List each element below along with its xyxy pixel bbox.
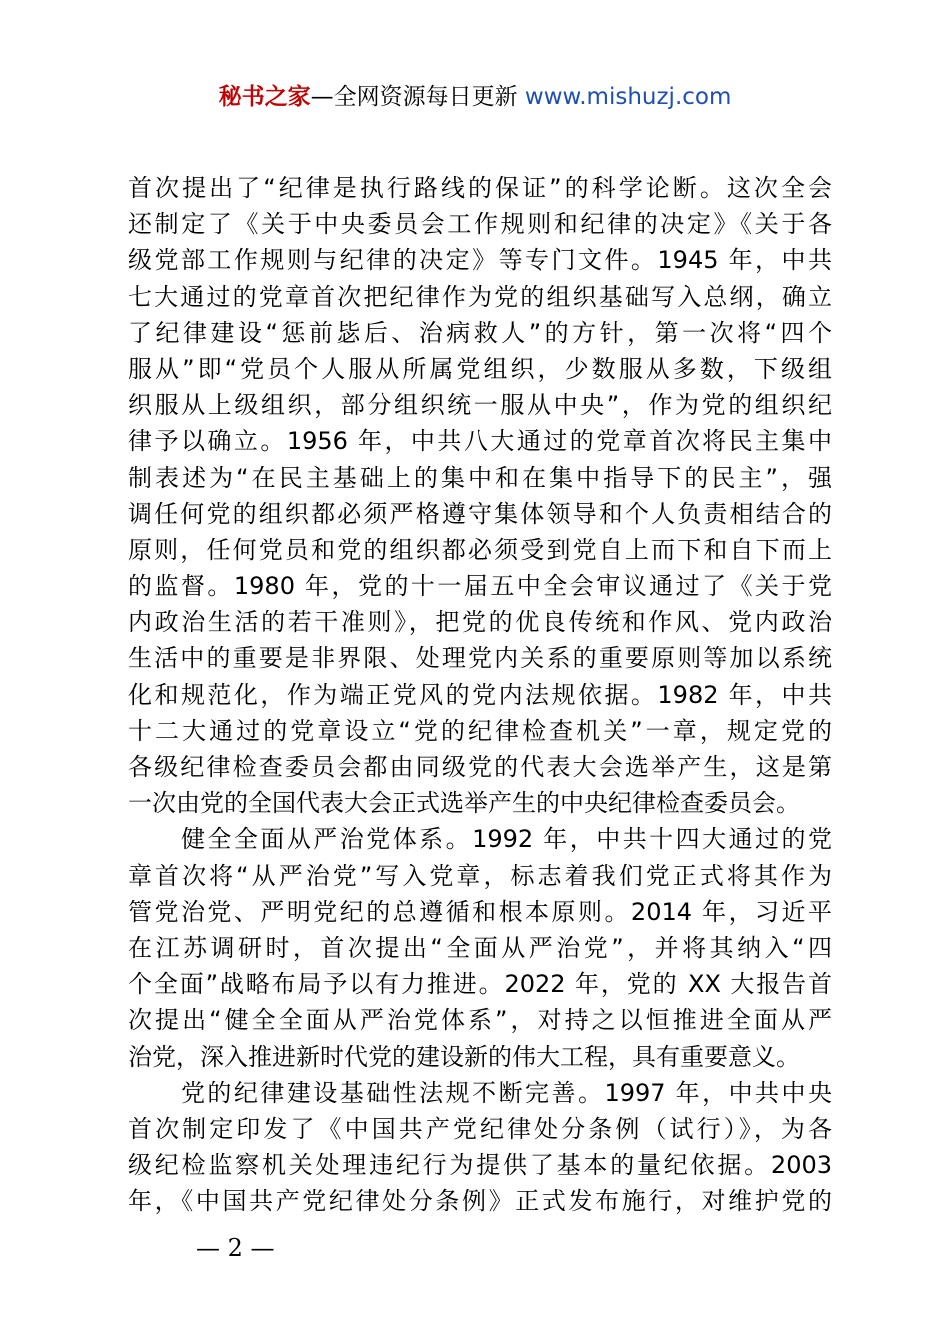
text-line: 党的纪律建设基础性法规不断完善。1997 年，中共中央	[128, 1078, 832, 1107]
site-tagline: —全网资源每日更新	[310, 84, 525, 110]
paragraph-2	[128, 821, 832, 1074]
text-line: 级党部工作规则与纪律的决定》等专门文件。1945 年，中共	[128, 246, 832, 275]
text-line: 章首次将“从严治党”写入党章，标志着我们党正式将其作为	[128, 861, 832, 890]
paragraph-1	[128, 170, 832, 821]
text-line: 次提出“健全全面从严治党体系”，对持之以恒推进全面从严	[128, 1006, 832, 1035]
paragraph-3	[128, 1075, 832, 1220]
text-line: 健全全面从严治党体系。1992 年，中共十四大通过的党	[128, 825, 832, 854]
text-line: 织服从上级组织，部分组织统一服从中央”，作为党的组织纪	[128, 391, 832, 420]
text-line: 级纪检监察机关处理违纪行为提供了基本的量纪依据。2003	[128, 1151, 832, 1180]
text-line: 律予以确立。1956 年，中共八大通过的党章首次将民主集中	[128, 427, 832, 456]
text-line: 一次由党的全国代表大会正式选举产生的中央纪律检查委员会。	[128, 789, 800, 818]
text-line: 的监督。1980 年，党的十一届五中全会审议通过了《关于党	[128, 572, 832, 601]
text-line: 个全面”战略布局予以有力推进。2022 年，党的 XX 大报告首	[128, 970, 832, 999]
text-line: 化和规范化，作为端正党风的党内法规依据。1982 年，中共	[128, 680, 832, 709]
site-header	[0, 80, 950, 114]
text-line: 原则，任何党员和党的组织都必须受到党自上而下和自下而上	[128, 535, 832, 564]
text-line: 调任何党的组织都必须严格遵守集体领导和个人负责相结合的	[128, 499, 832, 528]
text-line: 管党治党、严明党纪的总遵循和根本原则。2014 年，习近平	[128, 897, 832, 926]
text-line: 了纪律建设“惩前毖后、治病救人”的方针，第一次将“四个	[128, 318, 832, 347]
text-line: 服从”即“党员个人服从所属党组织，少数服从多数，下级组	[128, 354, 832, 383]
text-line: 生活中的重要是非界限、处理党内关系的重要原则等加以系统	[128, 644, 832, 673]
text-line: 首次制定印发了《中国共产党纪律处分条例（试行）》，为各	[128, 1114, 832, 1143]
text-line: 年，《中国共产党纪律处分条例》正式发布施行，对维护党的	[128, 1187, 832, 1216]
text-line: 七大通过的党章首次把纪律作为党的组织基础写入总纲，确立	[128, 282, 832, 311]
text-line: 内政治生活的若干准则》，把党的优良传统和作风、党内政治	[128, 608, 832, 637]
text-line: 在江苏调研时，首次提出“全面从严治党”，并将其纳入“四	[128, 933, 832, 962]
text-line: 治党，深入推进新时代党的建设新的伟大工程，具有重要意义。	[128, 1042, 800, 1071]
site-brand: 秘书之家	[218, 84, 311, 110]
text-line: 首次提出了“纪律是执行路线的保证”的科学论断。这次全会	[128, 174, 832, 202]
document-body	[128, 170, 832, 1219]
text-line: 制表述为“在民主基础上的集中和在集中指导下的民主”，强	[128, 463, 832, 492]
text-line: 还制定了《关于中央委员会工作规则和纪律的决定》《关于各	[128, 210, 832, 239]
text-line: 各级纪律检查委员会都由同级党的代表大会选举产生，这是第	[128, 753, 832, 781]
page-number: — 2 —	[196, 1234, 275, 1262]
text-line: 十二大通过的党章设立“党的纪律检查机关”一章，规定党的	[128, 716, 832, 745]
site-url-link[interactable]: www.mishuzj.com	[524, 84, 732, 110]
